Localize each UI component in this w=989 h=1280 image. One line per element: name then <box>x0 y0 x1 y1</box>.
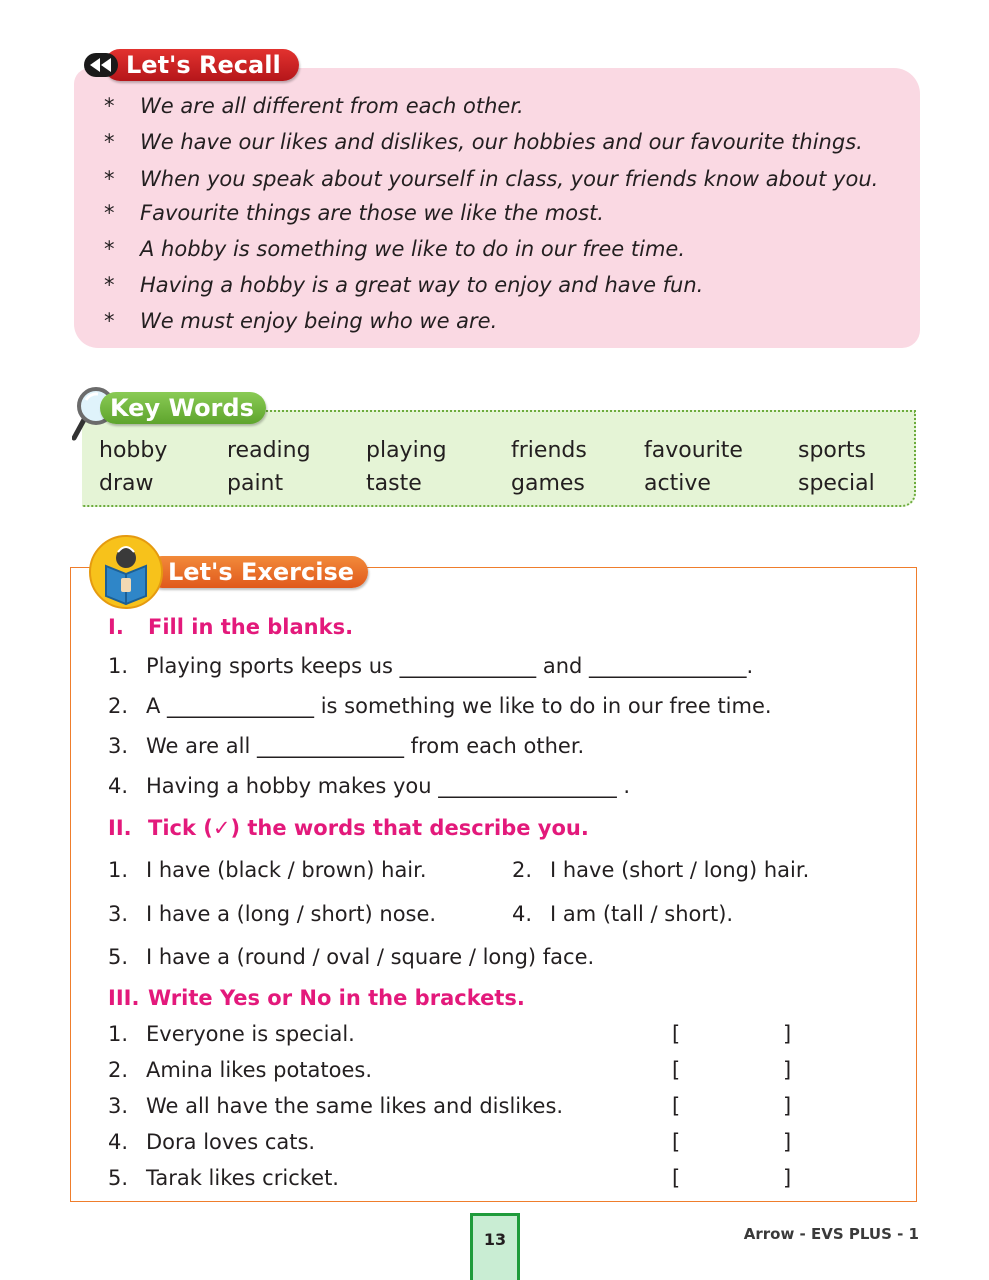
reader-icon <box>88 534 164 610</box>
tick-item: 3. I have a (long / short) nose. <box>108 902 437 926</box>
page-number: 13 <box>470 1213 520 1280</box>
recall-title: Let's Recall <box>104 49 299 81</box>
keyword: hobby <box>99 438 168 463</box>
answer-bracket-open: [ <box>672 1130 681 1154</box>
tick-item: 2. I have (short / long) hair. <box>512 858 810 882</box>
keywords-title: Key Words <box>100 392 266 424</box>
keyword: favourite <box>644 438 743 463</box>
tick-item: 1. I have (black / brown) hair. <box>108 858 427 882</box>
keyword: playing <box>366 438 447 463</box>
keyword: friends <box>511 438 587 463</box>
answer-bracket-open: [ <box>672 1094 681 1118</box>
answer-bracket-open: [ <box>672 1166 681 1190</box>
answer-bracket-close: ] <box>783 1130 792 1154</box>
answer-bracket-close: ] <box>783 1058 792 1082</box>
keywords-box <box>82 410 916 507</box>
keyword: taste <box>366 471 422 496</box>
keyword: sports <box>798 438 867 463</box>
recall-item: * When you speak about yourself in class, your friends know about you. <box>104 167 879 191</box>
keyword: reading <box>227 438 311 463</box>
yes-no-item: 4. Dora loves cats. <box>108 1130 316 1154</box>
fill-blank-item: 2. A ______________ is something we like to do in our free time. <box>108 694 772 718</box>
answer-bracket-close: ] <box>783 1022 792 1046</box>
exercise-title: Let's Exercise <box>146 556 368 588</box>
fill-blank-item: 4. Having a hobby makes you _________________ . <box>108 774 631 798</box>
recall-item: * We are all different from each other. <box>104 94 524 118</box>
recall-item: * We must enjoy being who we are. <box>104 309 498 333</box>
keyword: special <box>798 471 875 496</box>
answer-bracket-close: ] <box>783 1094 792 1118</box>
book-title: Arrow - EVS PLUS - 1 <box>743 1225 919 1243</box>
answer-bracket-close: ] <box>783 1166 792 1190</box>
yes-no-item: 1. Everyone is special. <box>108 1022 355 1046</box>
tick-item: 4. I am (tall / short). <box>512 902 734 926</box>
fill-blank-item: 3. We are all ______________ from each other. <box>108 734 585 758</box>
keyword: draw <box>99 471 154 496</box>
tick-item: 5. I have a (round / oval / square / long) face. <box>108 945 595 969</box>
keyword: paint <box>227 471 284 496</box>
yes-no-item: 2. Amina likes potatoes. <box>108 1058 373 1082</box>
yes-no-item: 5. Tarak likes cricket. <box>108 1166 339 1190</box>
recall-item: * We have our likes and dislikes, our hobbies and our favourite things. <box>104 130 863 154</box>
answer-bracket-open: [ <box>672 1058 681 1082</box>
section-heading-tick: II. Tick (✓) the words that describe you. <box>108 816 589 840</box>
answer-bracket-open: [ <box>672 1022 681 1046</box>
recall-item: * Having a hobby is a great way to enjoy and have fun. <box>104 273 704 297</box>
recall-item: * Favourite things are those we like the most. <box>104 201 604 225</box>
rewind-icon <box>84 53 118 77</box>
keyword: active <box>644 471 711 496</box>
section-heading-yes-no: III. Write Yes or No in the brackets. <box>108 986 525 1010</box>
fill-blank-item: 1. Playing sports keeps us _____________ and _______________. <box>108 654 754 678</box>
recall-header <box>84 48 299 82</box>
recall-item: * A hobby is something we like to do in our free time. <box>104 237 686 261</box>
keyword: games <box>511 471 585 496</box>
yes-no-item: 3. We all have the same likes and dislikes. <box>108 1094 564 1118</box>
section-heading-fill-blanks: I. Fill in the blanks. <box>108 615 354 639</box>
